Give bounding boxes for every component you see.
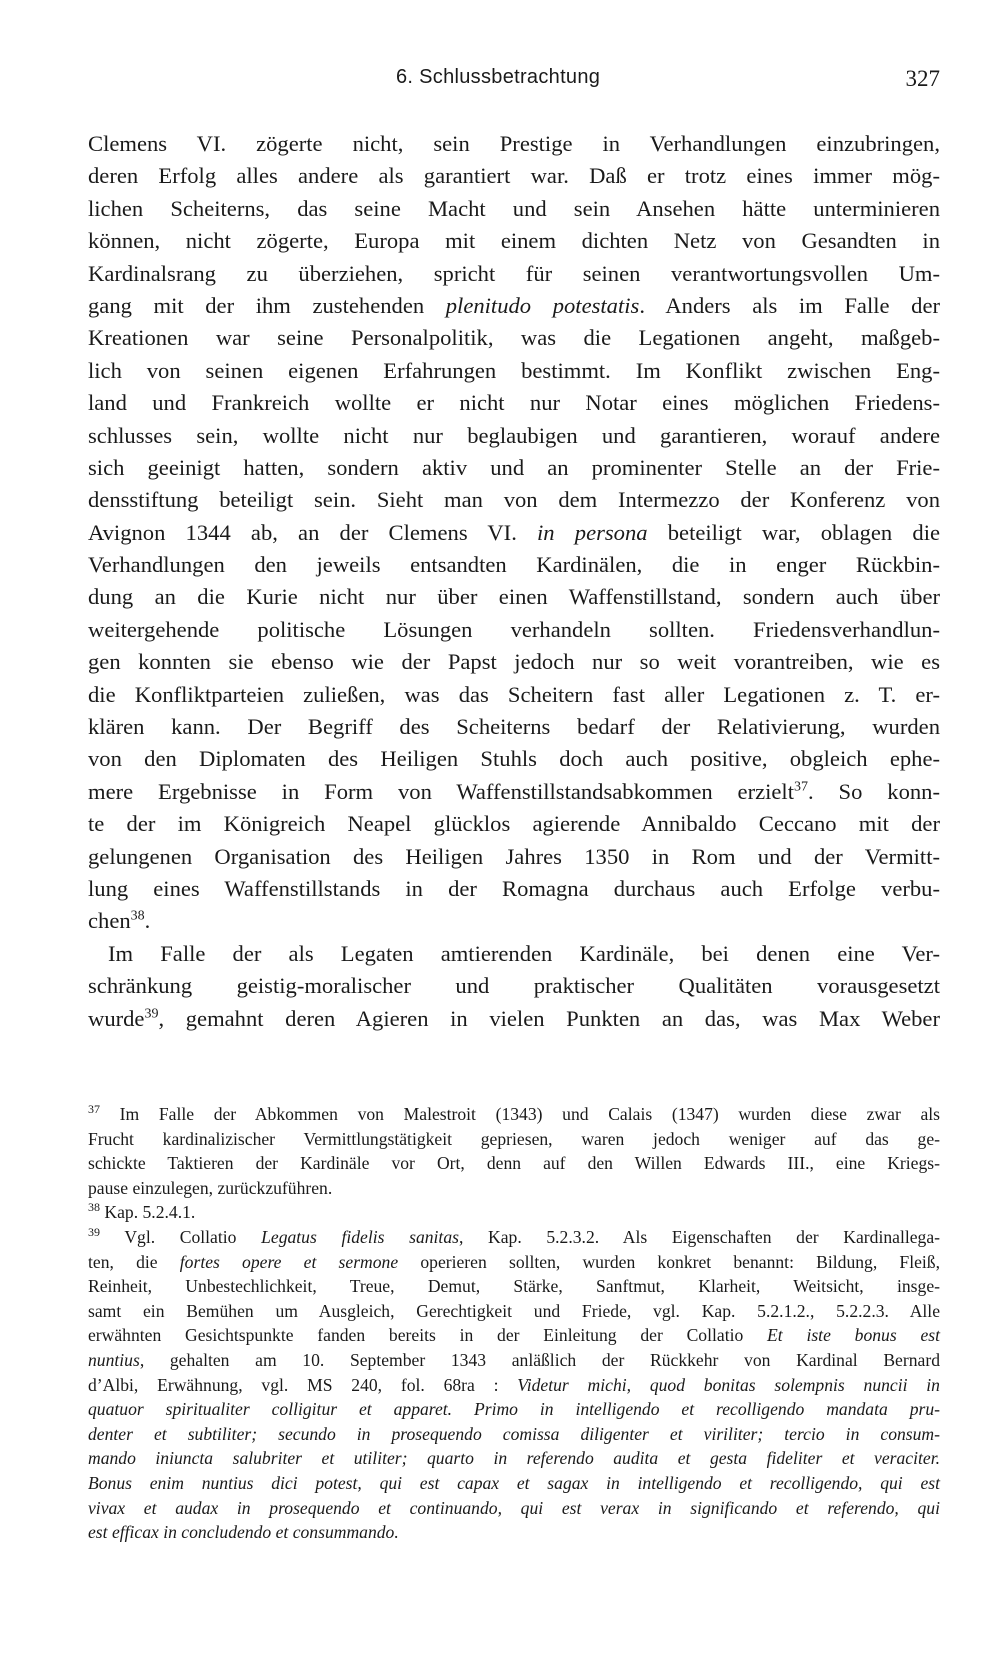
page-number: 327 (905, 66, 940, 91)
footnote-37 (88, 1102, 940, 1127)
footnote-reference[interactable]: 39 (144, 1006, 159, 1022)
text-line: deren Erfolg alles andere als garantiert war. Daß er trotz eines immer mög- (88, 163, 940, 189)
text-line: schlusses sein, wollte nicht nur beglaubigen und garantieren, worauf andere (88, 422, 940, 448)
footnote-line: schickte Taktieren der Kardinäle vor Ort, denn auf den Willen Edwards III., eine Kriegs- (88, 1153, 940, 1174)
text-line: Kreationen war seine Personalpolitik, was die Legationen angeht, maßgeb- (88, 325, 940, 351)
text-segment: Kap. 5.2.4.1. (100, 1202, 196, 1223)
text-line: dung an die Kurie nicht nur über einen Waffenstillstand, sondern auch über (88, 584, 940, 610)
text-line: lichen Scheiterns, das seine Macht und sein Ansehen hätte unterminieren (88, 195, 940, 221)
text-segment: ten, die (88, 1251, 180, 1272)
text-segment: wurde (88, 1005, 145, 1031)
italic-term: Et iste bonus est (767, 1325, 941, 1346)
footnote-39 (88, 1225, 940, 1250)
text-line: gen konnten sie ebenso wie der Papst jedoch nur so weit vorantreiben, wie es (88, 649, 940, 675)
footnote-line (88, 1348, 940, 1373)
italic-quote: vivax et audax in prosequendo et continuando, qui est verax in significando et referendo, qui (88, 1497, 940, 1518)
text-line: te der im Königreich Neapel glücklos agierende Annibaldo Ceccano mit der (88, 811, 940, 837)
footnote-line (88, 1397, 940, 1422)
italic-term: in persona (537, 519, 648, 545)
text-segment: . So konn- (807, 778, 940, 804)
text-line: lich von seinen eigenen Erfahrungen bestimmt. Im Konflikt zwischen Eng- (88, 357, 940, 383)
text-line (88, 1003, 940, 1035)
text-line: lung eines Waffenstillstands in der Romagna durchaus auch Erfolge verbu- (88, 875, 940, 901)
footnote-line (88, 1496, 940, 1521)
text-line: die Konfliktparteien zuließen, was das Scheitern fast aller Legationen z. T. er- (88, 681, 940, 707)
italic-quote: Bonus enim nuntius dici potest, qui est capax et sagax in intelligendo et recolligendo, qui est (88, 1472, 940, 1493)
footnote-line (88, 1446, 940, 1471)
text-line (88, 905, 940, 937)
footnote-mark: 37 (88, 1102, 100, 1117)
text-line: können, nicht zögerte, Europa mit einem dichten Netz von Gesandten in (88, 228, 940, 254)
text-line: Clemens VI. zögerte nicht, sein Prestige in Verhandlungen einzubringen, (88, 131, 940, 156)
text-line: sich geeinigt hatten, sondern aktiv und an prominenter Stelle an der Frie- (88, 454, 940, 480)
footnote-line (88, 1471, 940, 1496)
text-segment: d’Albi, Erwähnung, vgl. MS 240, fol. 68ra : (88, 1374, 518, 1395)
footnote-reference[interactable]: 38 (130, 908, 145, 924)
italic-quote: quatuor spiritualiter colligitur et apparet. Primo in intelligendo et recolligendo mandata pru- (88, 1399, 940, 1420)
text-segment: Vgl. Collatio (100, 1226, 262, 1247)
italic-term: plenitudo potestatis (445, 292, 640, 318)
footnote-line: Reinheit, Unbestechlichkeit, Treue, Demut, Stärke, Sanftmut, Klarheit, Weitsicht, insge- (88, 1276, 940, 1297)
footnote-line (88, 1422, 940, 1447)
text-line: weitergehende politische Lösungen verhandeln sollten. Friedensverhandlun- (88, 616, 940, 642)
text-segment: . (144, 908, 151, 934)
italic-quote: denter et subtiliter; secundo in prosequendo comissa diligenter et viriliter; tercio in consum- (88, 1423, 940, 1444)
footnote-line: pause einzulegen, zurückzuführen. (88, 1177, 333, 1198)
text-segment: mere Ergebnisse in Form von Waffenstillstandsabkommen erzielt (88, 778, 794, 804)
text-segment: chen (88, 908, 131, 934)
italic-quote: mando iniuncta salubriter et utiliter; quarto in referendo audita et gesta fideliter et veraciter. (88, 1448, 940, 1469)
text-segment: beteiligt war, oblagen die (647, 519, 940, 545)
italic-term: nuntius (88, 1349, 140, 1370)
footnote-reference[interactable]: 37 (793, 779, 808, 795)
text-segment: , gehalten am 10. September 1343 anläßlich der Rückkehr von Kardinal Bernard (139, 1349, 940, 1370)
text-line (88, 290, 940, 322)
text-line: gelungenen Organisation des Heiligen Jahres 1350 in Rom und der Vermitt- (88, 843, 940, 869)
text-line: land und Frankreich wollte er nicht nur Notar eines möglichen Friedens- (88, 390, 940, 416)
text-line: Kardinalsrang zu überziehen, spricht für seinen verantwortungsvollen Um- (88, 260, 940, 286)
text-segment: , gemahnt deren Agieren in vielen Punkten an das, was Max Weber (158, 1005, 940, 1031)
text-line (88, 776, 940, 808)
footnote-line: Frucht kardinalizischer Vermittlungstätigkeit gepriesen, waren jedoch weniger auf das ge- (88, 1128, 940, 1149)
footnote-mark: 38 (88, 1200, 100, 1215)
italic-term: Legatus fidelis sanitas (261, 1226, 459, 1247)
italic-term: fortes opere et sermone (179, 1251, 399, 1272)
footnote-line (88, 1520, 940, 1545)
main-text (88, 128, 940, 1035)
footnote-mark: 39 (88, 1225, 100, 1240)
text-line: von den Diplomaten des Heiligen Stuhls doch auch positive, obgleich ephe- (88, 746, 940, 772)
text-segment: , Kap. 5.2.3.2. Als Eigenschaften der Kardinallega- (458, 1226, 940, 1247)
footnote-line (88, 1373, 940, 1398)
text-line: schränkung geistig-moralischer und praktischer Qualitäten vorausgesetzt (88, 973, 940, 999)
text-segment: Avignon 1344 ab, an der Clemens VI. (88, 519, 517, 545)
text-segment: gang mit der ihm zustehenden (88, 292, 425, 318)
footnote-line (88, 1250, 940, 1275)
text-segment: erwähnten Gesichtspunkte fanden bereits in der Einleitung der Collatio (88, 1325, 768, 1346)
page-header (88, 66, 940, 100)
text-line: Im Falle der als Legaten amtierenden Kardinäle, bei denen eine Ver- (108, 940, 940, 966)
text-line: klären kann. Der Begriff des Scheiterns bedarf der Relativierung, wurden (88, 714, 940, 740)
text-line (88, 517, 940, 549)
running-title: 6. Schlussbetrachtung (396, 66, 601, 88)
text-segment: Im Falle der Abkommen von Malestroit (1343) und Calais (1347) wurden diese zwar als (100, 1104, 940, 1124)
italic-quote: est efficax in concludendo et consummando. (88, 1522, 399, 1543)
italic-quote: Videtur michi, quod bonitas solempnis nuncii in (517, 1374, 940, 1395)
text-line: Verhandlungen den jeweils entsandten Kardinälen, die in enger Rückbin- (88, 552, 940, 578)
footnote-line: samt ein Bemühen um Ausgleich, Gerechtigkeit und Friede, vgl. Kap. 5.2.1.2., 5.2.2.3. Alle (88, 1300, 940, 1321)
footnote-line (88, 1323, 940, 1348)
text-line: densstiftung beteiligt sein. Sieht man von dem Intermezzo der Konferenz von (88, 487, 940, 513)
text-segment: operieren sollten, wurden konkret benannt: Bildung, Fleiß, (398, 1251, 941, 1272)
footnote-38 (88, 1200, 940, 1225)
text-segment: . Anders als im Falle der (639, 292, 940, 318)
footnotes (88, 1102, 940, 1545)
